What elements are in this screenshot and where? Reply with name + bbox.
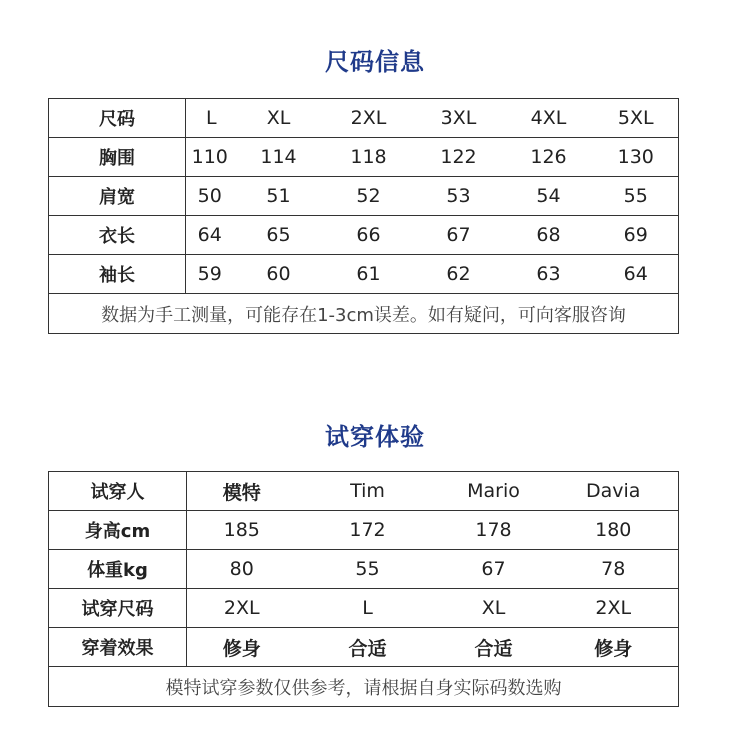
fit-header-cell: 试穿人 — [49, 472, 187, 511]
table-cell: 体重kg — [49, 550, 187, 589]
table-cell: 穿着效果 — [49, 628, 187, 667]
table-cell: 54 — [504, 177, 594, 216]
fit-row-size — [49, 589, 679, 628]
table-cell: 65 — [234, 216, 324, 255]
table-cell: 50 — [186, 177, 234, 216]
table-cell: 修身 — [187, 628, 297, 667]
table-cell: 55 — [594, 177, 679, 216]
fit-test-title: 试穿体验 — [325, 423, 425, 451]
table-cell: 62 — [414, 255, 504, 294]
table-cell: 78 — [549, 550, 679, 589]
table-cell: 67 — [439, 550, 549, 589]
size-note-row — [49, 294, 679, 334]
fit-header-cell: Tim — [297, 472, 439, 511]
fit-row-weight — [49, 550, 679, 589]
table-cell: 袖长 — [49, 255, 186, 294]
size-row-shoulder — [49, 177, 679, 216]
table-cell: 118 — [324, 138, 414, 177]
size-row-chest — [49, 138, 679, 177]
size-table — [48, 98, 679, 334]
table-cell: 59 — [186, 255, 234, 294]
table-cell: 合适 — [439, 628, 549, 667]
size-header-cell: 尺码 — [49, 99, 186, 138]
table-cell: 51 — [234, 177, 324, 216]
size-header-cell: XL — [234, 99, 324, 138]
table-cell: 55 — [297, 550, 439, 589]
table-cell: 53 — [414, 177, 504, 216]
table-cell: 修身 — [549, 628, 679, 667]
table-cell: XL — [439, 589, 549, 628]
table-cell: 2XL — [549, 589, 679, 628]
table-cell: 60 — [234, 255, 324, 294]
table-cell: 130 — [594, 138, 679, 177]
fit-note: 模特试穿参数仅供参考，请根据自身实际码数选购 — [49, 667, 679, 707]
table-cell: 178 — [439, 511, 549, 550]
table-cell: L — [297, 589, 439, 628]
size-header-cell: 2XL — [324, 99, 414, 138]
fit-row-effect — [49, 628, 679, 667]
table-cell: 身高cm — [49, 511, 187, 550]
fit-header-cell: 模特 — [187, 472, 297, 511]
table-cell: 衣长 — [49, 216, 186, 255]
table-cell: 69 — [594, 216, 679, 255]
fit-header-cell: Davia — [549, 472, 679, 511]
table-cell: 66 — [324, 216, 414, 255]
size-info-title: 尺码信息 — [325, 48, 425, 76]
table-cell: 63 — [504, 255, 594, 294]
table-cell: 52 — [324, 177, 414, 216]
table-cell: 64 — [186, 216, 234, 255]
table-cell: 试穿尺码 — [49, 589, 187, 628]
size-header-cell: L — [186, 99, 234, 138]
size-header-cell: 5XL — [594, 99, 679, 138]
table-cell: 67 — [414, 216, 504, 255]
table-cell: 114 — [234, 138, 324, 177]
table-cell: 胸围 — [49, 138, 186, 177]
table-cell: 180 — [549, 511, 679, 550]
table-cell: 2XL — [187, 589, 297, 628]
fit-header-row — [49, 472, 679, 511]
fit-header-cell: Mario — [439, 472, 549, 511]
fit-note-row — [49, 667, 679, 707]
table-cell: 68 — [504, 216, 594, 255]
size-header-cell: 3XL — [414, 99, 504, 138]
table-cell: 172 — [297, 511, 439, 550]
size-row-sleeve — [49, 255, 679, 294]
table-cell: 64 — [594, 255, 679, 294]
table-cell: 126 — [504, 138, 594, 177]
size-note: 数据为手工测量，可能存在1-3cm误差。如有疑问，可向客服咨询 — [49, 294, 679, 334]
table-cell: 185 — [187, 511, 297, 550]
size-header-row — [49, 99, 679, 138]
fit-table — [48, 471, 679, 707]
table-cell: 合适 — [297, 628, 439, 667]
table-cell: 80 — [187, 550, 297, 589]
table-cell: 61 — [324, 255, 414, 294]
table-cell: 110 — [186, 138, 234, 177]
size-header-cell: 4XL — [504, 99, 594, 138]
table-cell: 肩宽 — [49, 177, 186, 216]
fit-row-height — [49, 511, 679, 550]
size-row-length — [49, 216, 679, 255]
table-cell: 122 — [414, 138, 504, 177]
